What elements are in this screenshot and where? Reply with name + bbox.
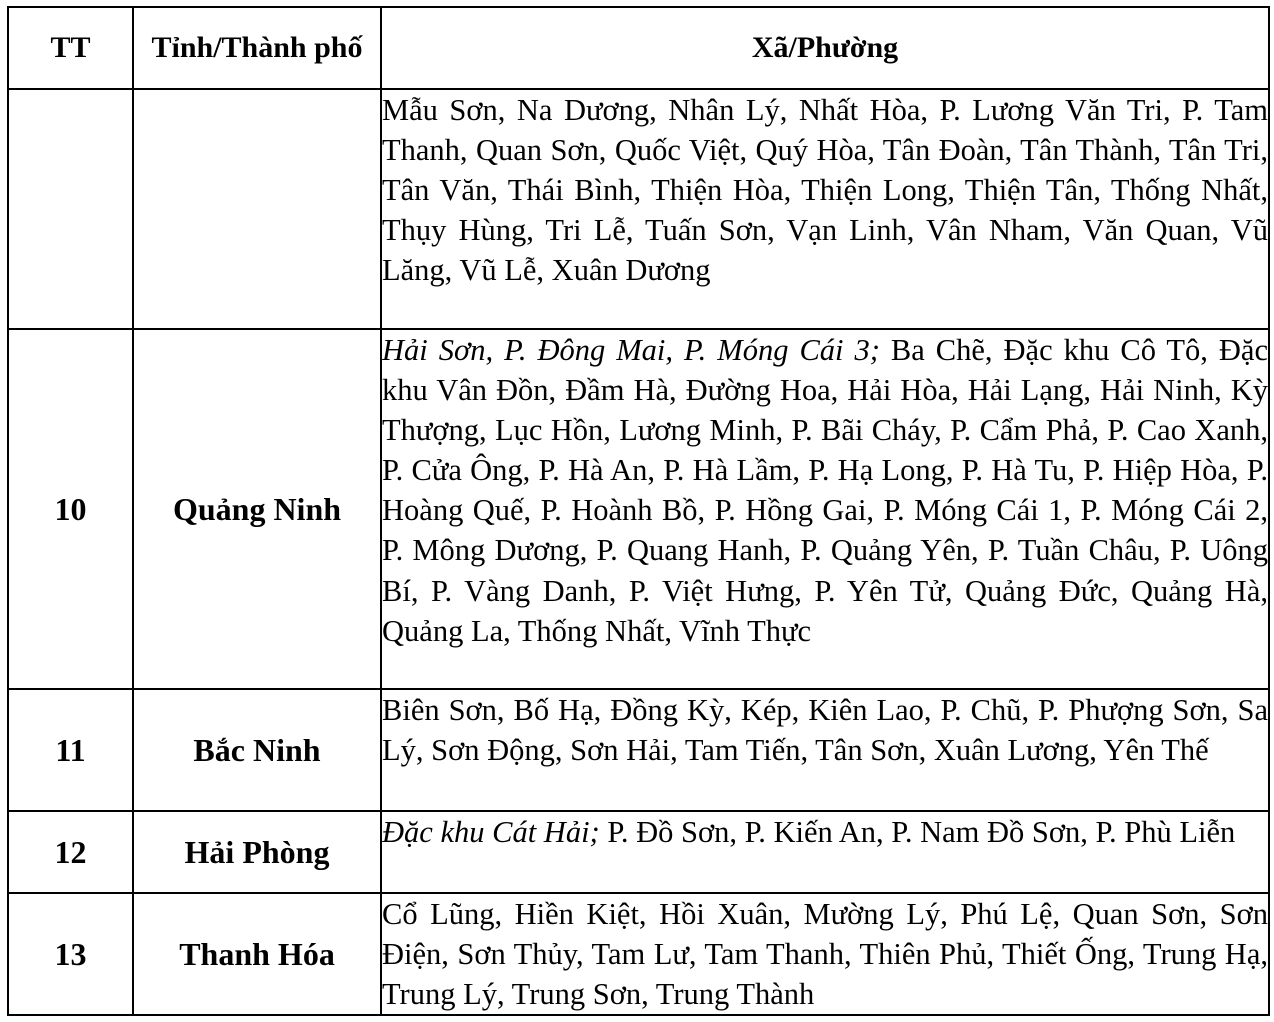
header-tt: TT — [8, 7, 133, 89]
row-wards-text: Ba Chẽ, Đặc khu Cô Tô, Đặc khu Vân Đồn, Đầm Hà, Đường Hoa, Hải Hòa, Hải Lạng, Hải Ninh, Kỳ Thượng, Lục Hồn, Lương Minh, P. Bãi Cháy, P. Cẩm Phả, P. Cao Xanh, P. Cửa Ông, P. Hà An, P. Hà Lầm, P. Hạ Long, P. Hà Tu, P. Hiệp Hòa, P. Hoàng Quế, P. Hoành Bồ, P. Hồng Gai, P. Móng Cái 1, P. Móng Cái 2, P. Mông Dương, P. Quang Hanh, P. Quảng Yên, P. Tuần Châu, P. Uông Bí, P. Vàng Danh, P. Việt Hưng, P. Yên Tử, Quảng Đức, Quảng Hà, Quảng La, Thống Nhất, Vĩnh Thực — [382, 333, 1268, 648]
header-row — [8, 7, 1269, 89]
header-province: Tỉnh/Thành phố — [133, 7, 381, 89]
row-number: 11 — [8, 689, 133, 811]
row-wards-text: Cổ Lũng, Hiền Kiệt, Hồi Xuân, Mường Lý, Phú Lệ, Quan Sơn, Sơn Điện, Sơn Thủy, Tam Lư, Tam Thanh, Thiên Phủ, Thiết Ống, Trung Hạ, Trung Lý, Trung Sơn, Trung Thành — [382, 897, 1268, 1012]
table-row — [8, 329, 1269, 689]
row-province: Thanh Hóa — [133, 893, 381, 1015]
row-number: 13 — [8, 893, 133, 1015]
row-province — [133, 89, 381, 329]
row-number: 10 — [8, 329, 133, 689]
row-wards-italic: Hải Sơn, P. Đông Mai, P. Móng Cái 3; — [382, 333, 880, 367]
row-province: Bắc Ninh — [133, 689, 381, 811]
row-wards-italic: Đặc khu Cát Hải; — [382, 815, 600, 849]
table-row — [8, 689, 1269, 811]
row-wards-text: Mẫu Sơn, Na Dương, Nhân Lý, Nhất Hòa, P. Lương Văn Tri, P. Tam Thanh, Quan Sơn, Quốc Việt, Quý Hòa, Tân Đoàn, Tân Thành, Tân Tri, Tân Văn, Thái Bình, Thiện Hòa, Thiện Long, Thiện Tân, Thống Nhất, Thụy Hùng, Tri Lễ, Tuấn Sơn, Vạn Linh, Vân Nham, Văn Quan, Vũ Lăng, Vũ Lễ, Xuân Dương — [382, 93, 1268, 288]
row-province: Quảng Ninh — [133, 329, 381, 689]
row-wards — [381, 811, 1269, 893]
row-number — [8, 89, 133, 329]
row-wards-text: P. Đồ Sơn, P. Kiến An, P. Nam Đồ Sơn, P. Phù Liễn — [599, 815, 1236, 849]
row-wards-text: Biên Sơn, Bố Hạ, Đồng Kỳ, Kép, Kiên Lao, P. Chũ, P. Phượng Sơn, Sa Lý, Sơn Động, Sơn Hải, Tam Tiến, Tân Sơn, Xuân Lương, Yên Thế — [382, 693, 1268, 768]
row-province: Hải Phòng — [133, 811, 381, 893]
row-wards — [381, 689, 1269, 811]
row-number: 12 — [8, 811, 133, 893]
ward-list-table — [7, 6, 1270, 1016]
row-wards — [381, 893, 1269, 1015]
table-row — [8, 893, 1269, 1015]
row-wards — [381, 329, 1269, 689]
table-row — [8, 811, 1269, 893]
header-wards: Xã/Phường — [381, 7, 1269, 89]
table-row — [8, 89, 1269, 329]
row-wards — [381, 89, 1269, 329]
